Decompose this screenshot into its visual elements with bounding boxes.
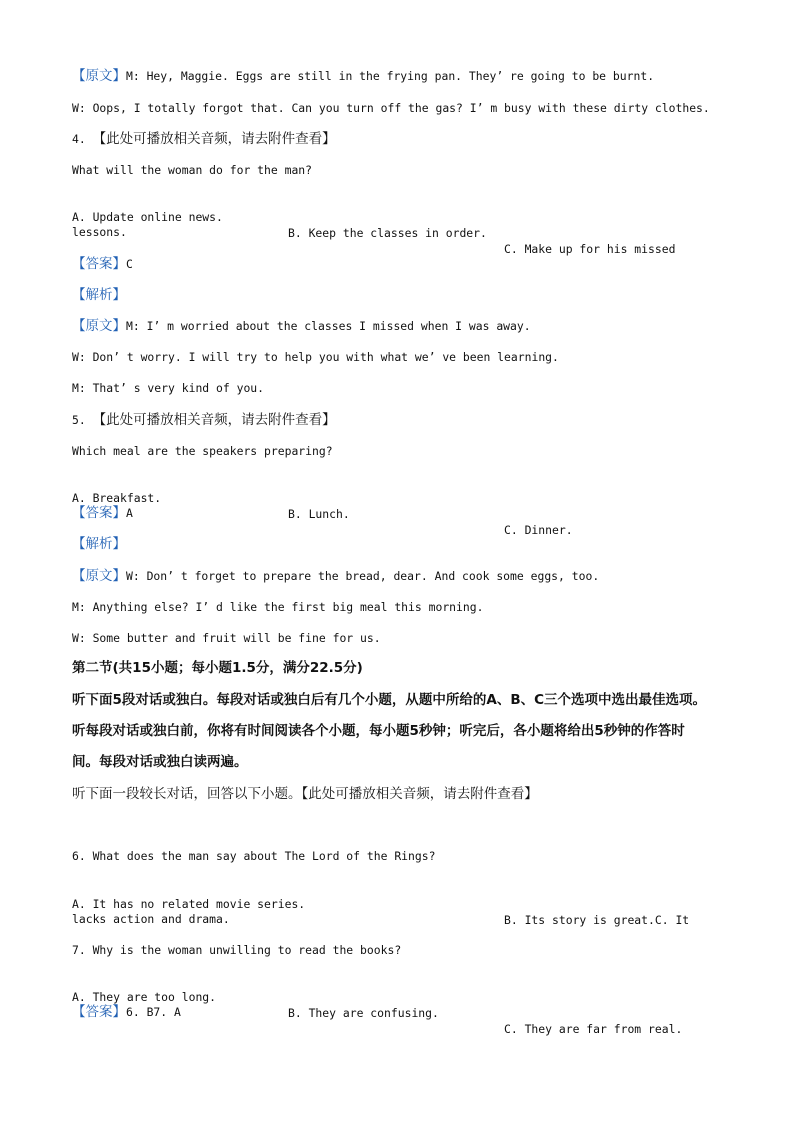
option-a: A. It has no related movie series. xyxy=(72,897,306,911)
option-a: A. They are too long. xyxy=(72,990,217,1004)
answer-line xyxy=(72,256,133,272)
transcript-line: M: That’ s very kind of you. xyxy=(72,381,265,395)
answer-tag: 【答案】 xyxy=(72,505,126,521)
option-b-c: B. Its story is great.C. It xyxy=(504,913,690,927)
options-row xyxy=(72,193,722,273)
question-text: 6. What does the man say about The Lord of the Rings? xyxy=(72,849,436,863)
original-text-tag: 【原文】 xyxy=(72,68,126,84)
option-c-continued: lacks action and drama. xyxy=(72,912,230,926)
option-b: B. Lunch. xyxy=(288,507,350,521)
answer-tag: 【答案】 xyxy=(72,1004,126,1020)
section-instruction: 听下面5段对话或独白。每段对话或独白后有几个小题，从题中所给的A、B、C三个选项中选出最佳选项。 xyxy=(72,692,707,708)
option-a: A. Breakfast. xyxy=(72,491,162,505)
original-text-tag: 【原文】 xyxy=(72,318,126,334)
original-text-tag: 【原文】 xyxy=(72,568,126,584)
question-header xyxy=(72,131,336,147)
question-text: What will the woman do for the man? xyxy=(72,163,313,177)
analysis-line xyxy=(72,536,126,552)
option-c: C. They are far from real. xyxy=(504,1022,683,1036)
transcript-line xyxy=(72,568,599,584)
option-c-continued: lessons. xyxy=(72,225,127,239)
audio-placeholder: 【此处可播放相关音频，请去附件查看】 xyxy=(92,131,336,147)
answer-line xyxy=(72,1004,181,1020)
question-number: 4. xyxy=(72,132,93,146)
option-c: C. Dinner. xyxy=(504,523,573,537)
option-b: B. Keep the classes in order. xyxy=(288,226,487,240)
transcript-line xyxy=(72,318,531,334)
section-instruction: 听每段对话或独白前，你将有时间阅读各个小题，每小题5秒钟；听完后，各小题将给出5秒钟的作答时 xyxy=(72,723,685,739)
option-b: B. They are confusing. xyxy=(288,1006,439,1020)
option-c: C. Make up for his missed xyxy=(504,242,676,256)
transcript-line xyxy=(72,68,654,84)
transcript-line: W: Oops, I totally forgot that. Can you turn off the gas? I’ m busy with these dirty clothes. xyxy=(72,101,710,115)
answer-value: 6. B7. A xyxy=(126,1005,181,1019)
section-heading: 第二节(共15小题；每小题1.5分，满分22.5分) xyxy=(72,660,363,676)
analysis-tag: 【解析】 xyxy=(72,536,126,552)
question-text: 7. Why is the woman unwilling to read the books? xyxy=(72,943,402,957)
transcript-text: W: Don’ t forget to prepare the bread, dear. And cook some eggs, too. xyxy=(126,569,600,583)
question-text: Which meal are the speakers preparing? xyxy=(72,444,333,458)
question-number: 5. xyxy=(72,413,93,427)
analysis-tag: 【解析】 xyxy=(72,287,126,303)
answer-value: A xyxy=(126,506,133,520)
answer-line xyxy=(72,505,133,521)
question-header xyxy=(72,412,336,428)
analysis-line xyxy=(72,287,126,303)
transcript-line: M: Anything else? I’ d like the first big meal this morning. xyxy=(72,600,484,614)
transcript-line: W: Don’ t worry. I will try to help you with what we’ ve been learning. xyxy=(72,350,559,364)
answer-value: C xyxy=(126,257,133,271)
section-instruction: 间。每段对话或独白读两遍。 xyxy=(72,754,248,770)
transcript-line: W: Some butter and fruit will be fine for us. xyxy=(72,631,381,645)
options-row xyxy=(72,474,722,554)
transcript-text: M: Hey, Maggie. Eggs are still in the frying pan. They’ re going to be burnt. xyxy=(126,69,655,83)
section-prompt: 听下面一段较长对话，回答以下小题。【此处可播放相关音频，请去附件查看】 xyxy=(72,786,538,802)
answer-tag: 【答案】 xyxy=(72,256,126,272)
transcript-text: M: I’ m worried about the classes I missed when I was away. xyxy=(126,319,531,333)
audio-placeholder: 【此处可播放相关音频，请去附件查看】 xyxy=(92,412,336,428)
option-a: A. Update online news. xyxy=(72,210,223,224)
